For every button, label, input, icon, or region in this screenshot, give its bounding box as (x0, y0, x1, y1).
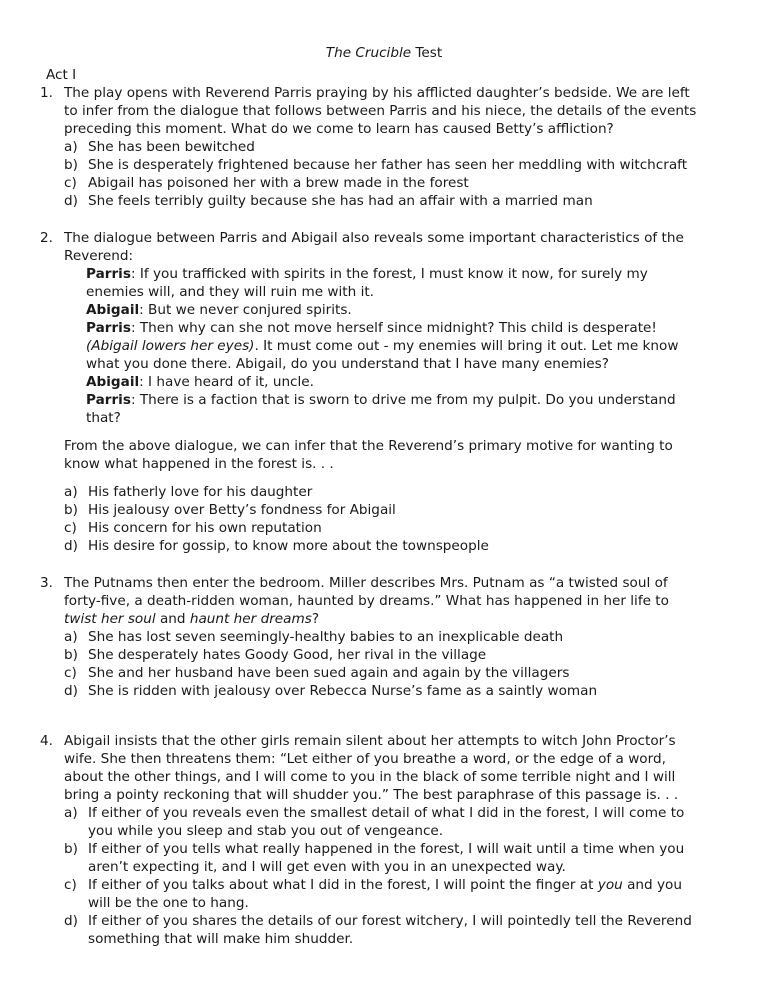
answer-options (64, 628, 704, 700)
option-d[interactable] (64, 537, 704, 555)
option-text: His jealousy over Betty’s fondness for Abigail (88, 502, 396, 518)
option-text: She has been bewitched (88, 139, 255, 155)
option-a[interactable] (64, 483, 704, 501)
option-b[interactable] (64, 501, 704, 519)
question-stem: The play opens with Reverend Parris praying by his afflicted daughter’s bedside. We are left to infer from the dialogue that follows between Parris and his niece, the details of the events preceding this moment. What do we come to learn has caused Betty’s affliction? (64, 85, 697, 137)
section-heading: Act I (46, 67, 77, 83)
option-c[interactable] (64, 519, 704, 537)
option-d[interactable] (64, 682, 704, 700)
line-text: : But we never conjured spirits. (139, 302, 352, 318)
option-letter: b) (64, 157, 78, 173)
dialogue-line (86, 265, 704, 301)
option-text: His fatherly love for his daughter (88, 484, 313, 500)
option-text: She feels terribly guilty because she has had an affair with a married man (88, 193, 593, 209)
line-text: : I have heard of it, uncle. (139, 374, 314, 390)
question-2 (40, 229, 704, 555)
answer-options (64, 483, 704, 555)
question-number: 3. (40, 575, 53, 591)
line-text: : If you trafficked with spirits in the forest, I must know it now, for surely my enemies will, and they will ruin me with it. (86, 266, 648, 300)
question-stem: Abigail insists that the other girls remain silent about her attempts to witch John Proctor’s wife. She then threatens them: “Let either of you breathe a word, or the edge of a word, about the other things, and I will come to you in the black of some terrible night and I will bring a pointy reckoning that will shudder you.” The best paraphrase of this passage is. . . (64, 733, 679, 803)
stage-direction: (Abigail lowers her eyes) (86, 338, 255, 354)
option-text: His concern for his own reputation (88, 520, 322, 536)
line-text-cont: . It must come out - my enemies will bring it out. Let me know what you done there. Abigail, do you understand that I have many enemies? (86, 338, 679, 372)
option-b[interactable] (64, 646, 704, 664)
option-letter: c) (64, 877, 77, 893)
option-letter: a) (64, 139, 78, 155)
answer-options (64, 138, 704, 210)
option-letter: b) (64, 841, 78, 857)
option-letter: a) (64, 629, 78, 645)
option-c[interactable] (64, 664, 704, 682)
question-3 (40, 574, 704, 700)
stem-italic: haunt her dreams (189, 611, 312, 627)
option-a[interactable] (64, 628, 704, 646)
answer-options (64, 804, 704, 948)
option-c[interactable] (64, 876, 704, 912)
option-letter: b) (64, 647, 78, 663)
stem-text: ? (311, 611, 320, 627)
option-letter: c) (64, 520, 77, 536)
speaker: Abigail (86, 374, 140, 390)
option-b[interactable] (64, 840, 704, 876)
option-text: If either of you shares the details of our forest witchery, I will pointedly tell the Reverend something that will make him shudder. (88, 913, 692, 947)
dialogue-line (86, 301, 704, 319)
option-italic: you (597, 877, 623, 893)
option-text: She desperately hates Goody Good, her rival in the village (88, 647, 487, 663)
option-c[interactable] (64, 174, 704, 192)
question-stem: The dialogue between Parris and Abigail also reveals some important characteristics of the Reverend: (64, 230, 684, 264)
line-text: : There is a faction that is sworn to drive me from my pulpit. Do you understand that? (86, 392, 676, 426)
dialogue-excerpt (86, 265, 704, 427)
question-prompt: From the above dialogue, we can infer that the Reverend’s primary motive for wanting to know what happened in the forest is. . . (64, 438, 673, 472)
question-number: 1. (40, 85, 53, 101)
option-text: She has lost seven seemingly-healthy babies to an inexplicable death (88, 629, 564, 645)
question-stem (64, 574, 704, 628)
option-letter: a) (64, 805, 78, 821)
page-title (0, 44, 768, 62)
stem-text: The Putnams then enter the bedroom. Miller describes Mrs. Putnam as “a twisted soul of forty-five, a death-ridden woman, haunted by dreams.” What has happened in her life to (64, 575, 669, 609)
option-letter: d) (64, 193, 78, 209)
option-text-cont: and you will be the one to hang. (88, 877, 682, 911)
option-text: If either of you talks about what I did in the forest, I will point the finger at (88, 877, 598, 893)
option-text: She is desperately frightened because her father has seen her meddling with witchcraft (88, 157, 688, 173)
dialogue-line (86, 391, 704, 427)
option-letter: c) (64, 665, 77, 681)
question-1 (40, 84, 704, 210)
option-letter: b) (64, 502, 78, 518)
question-4 (40, 732, 704, 948)
option-letter: a) (64, 484, 78, 500)
option-letter: c) (64, 175, 77, 191)
dialogue-line (86, 373, 704, 391)
spacer (64, 427, 704, 437)
spacer (64, 473, 704, 483)
question-number: 4. (40, 733, 53, 749)
option-letter: d) (64, 538, 78, 554)
title-rest: Test (411, 45, 443, 61)
option-letter: d) (64, 683, 78, 699)
option-text: His desire for gossip, to know more about the townspeople (88, 538, 489, 554)
option-letter: d) (64, 913, 78, 929)
stem-italic: twist her soul (64, 611, 156, 627)
option-a[interactable] (64, 138, 704, 156)
speaker: Abigail (86, 302, 140, 318)
option-d[interactable] (64, 912, 704, 948)
title-italic: The Crucible (325, 45, 412, 61)
line-text: : Then why can she not move herself since midnight? This child is desperate! (130, 320, 657, 336)
option-b[interactable] (64, 156, 704, 174)
speaker: Parris (86, 266, 131, 282)
dialogue-line (86, 319, 704, 373)
option-a[interactable] (64, 804, 704, 840)
option-text: She and her husband have been sued again and again by the villagers (88, 665, 570, 681)
question-number: 2. (40, 230, 53, 246)
stem-text: and (155, 611, 190, 627)
option-text: She is ridden with jealousy over Rebecca Nurse’s fame as a saintly woman (88, 683, 598, 699)
speaker: Parris (86, 320, 131, 336)
option-text: If either of you reveals even the smallest detail of what I did in the forest, I will come to you while you sleep and stab you out of vengeance. (88, 805, 685, 839)
option-text: Abigail has poisoned her with a brew made in the forest (88, 175, 469, 191)
speaker: Parris (86, 392, 131, 408)
option-text: If either of you tells what really happened in the forest, I will wait until a time when you aren’t expecting it, and I will get even with you in an unexpected way. (88, 841, 685, 875)
option-d[interactable] (64, 192, 704, 210)
